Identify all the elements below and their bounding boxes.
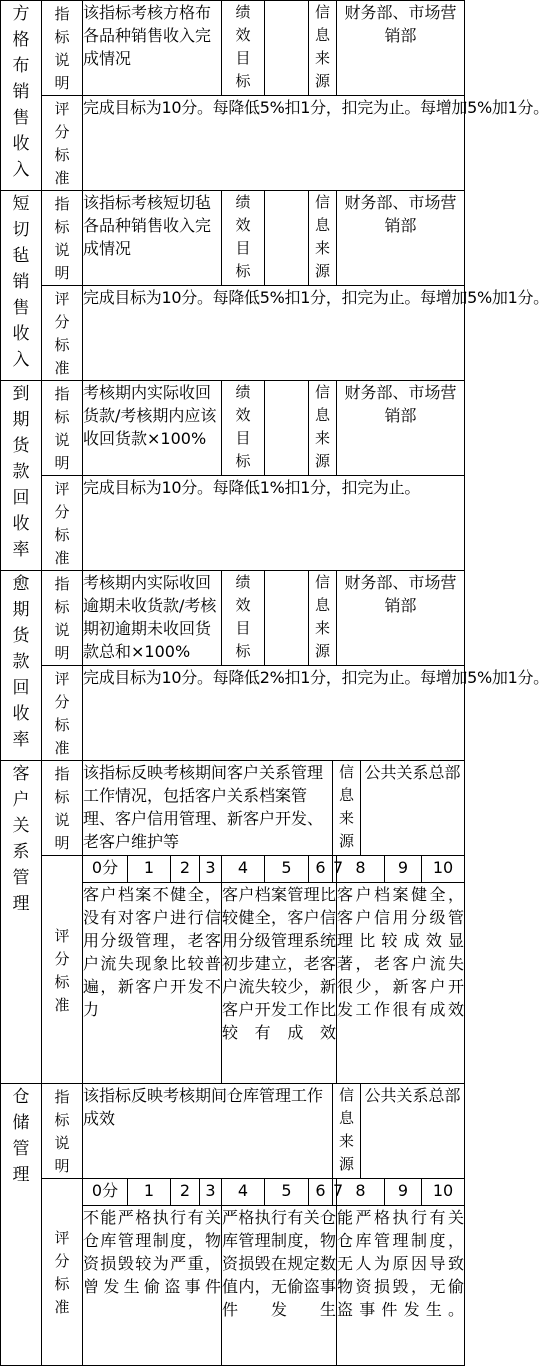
table-row [1,286,465,381]
score-scale-row [1,856,465,883]
indicator-label-cell [42,1,83,96]
source-label: 信息来源 [315,383,331,470]
source-department: 公共关系总部 [361,761,465,856]
source-department: 财务部、市场营销部 [337,571,465,666]
indicator-label: 指标说明 [54,575,70,662]
standard-label-cell [42,1179,83,1366]
indicator-name-cell [1,191,42,381]
source-label-cell [309,571,337,666]
table-row [1,666,465,761]
standard-label: 评分标准 [54,670,70,757]
indicator-name: 到期货款回收率 [12,384,30,560]
source-label-cell [309,191,337,286]
score-cell: 3 [200,856,222,883]
score-cell: 4 [222,1179,265,1206]
indicator-label-cell [42,191,83,286]
score-cell: 4 [222,856,265,883]
score-cell: 0分 [83,1179,128,1206]
indicator-label-cell [42,761,83,856]
table-row [1,761,465,856]
score-cell: 5 [265,1179,309,1206]
blank-cell [265,571,309,666]
indicator-description: 该指标考核方格布各品种销售收入完成情况 [83,1,222,96]
score-cell: 6 [309,856,333,883]
score-cell: 8 [337,1179,385,1206]
score-cell: 1 [128,1179,171,1206]
source-department: 财务部、市场营销部 [337,381,465,476]
standard-label: 评分标准 [54,1229,70,1316]
indicator-description: 该指标反映考核期间仓库管理工作成效 [83,1084,333,1179]
indicator-label-cell [42,1084,83,1179]
standard-label-cell [42,856,83,1084]
indicator-name: 方格布销售收入 [12,4,30,180]
indicator-description: 该指标反映考核期间客户关系管理工作情况，包括客户关系档案管理、客户信用管理、新客户开发、老客户维护等 [83,761,333,856]
indicator-name-cell [1,381,42,571]
table-row [1,571,465,666]
table-row [1,96,465,191]
source-label: 信息来源 [315,573,331,660]
criteria-low: 客户档案不健全，没有对客户进行信用分级管理，老客户流失现象比较普遍，新客户开发不力 [83,883,222,1084]
standard-label: 评分标准 [54,480,70,567]
score-cell: 0分 [83,856,128,883]
standard-label: 评分标准 [54,926,70,1014]
criteria-mid: 严格执行有关仓库管理制度，物资损毁在规定数值内，无偷盗事件发生 [222,1206,337,1366]
effect-label-cell [222,191,265,286]
source-label-cell [309,1,337,96]
blank-cell [265,191,309,286]
standard-label-cell [42,476,83,571]
source-department: 财务部、市场营销部 [337,191,465,286]
table-row [1,191,465,286]
blank-cell [265,381,309,476]
effect-label: 绩效目标 [235,573,251,660]
score-cell: 8 [337,856,385,883]
criteria-high: 能严格执行有关仓库管理制度，无人为原因导致物资损毁，无偷盗事件发生。 [337,1206,465,1366]
table-row [1,1084,465,1179]
source-label-cell [309,381,337,476]
table-row [1,476,465,571]
indicator-name-cell [1,571,42,761]
source-label: 信息来源 [339,1086,355,1173]
source-department: 财务部、市场营销部 [337,1,465,96]
indicator-name-cell [1,1084,42,1366]
blank-cell [265,1,309,96]
indicator-name-cell [1,1,42,191]
standard-label-cell [42,666,83,761]
indicator-label-cell [42,381,83,476]
indicator-description: 该指标考核短切毡各品种销售收入完成情况 [83,191,222,286]
score-cell: 9 [385,1179,422,1206]
indicator-name: 短切毡销售收入 [12,194,30,370]
table-row [1,381,465,476]
indicator-label: 指标说明 [54,765,70,852]
scoring-standard: 完成目标为10分。每降低2%扣1分，扣完为止。每增加5%加1分。 [83,666,465,761]
indicator-description: 考核期内实际收回逾期未收货款/考核期初逾期未收回货款总和×100% [83,571,222,666]
score-cell: 5 [265,856,309,883]
source-label-cell [333,1084,361,1179]
source-department: 公共关系总部 [361,1084,465,1179]
indicator-description: 考核期内实际收回货款/考核期内应该收回货款×100% [83,381,222,476]
source-label: 信息来源 [315,193,331,280]
indicator-name: 愈期货款回收率 [12,574,30,750]
score-scale-row [1,1179,465,1206]
source-label: 信息来源 [339,763,355,850]
table-row [1,1,465,96]
indicator-label: 指标说明 [54,385,70,472]
scoring-standard: 完成目标为10分。每降低5%扣1分，扣完为止。每增加5%加1分。 [83,286,465,381]
indicator-label-cell [42,571,83,666]
scoring-standard: 完成目标为10分。每降低5%扣1分，扣完为止。每增加5%加1分。 [83,96,465,191]
indicator-label: 指标说明 [54,195,70,282]
criteria-mid: 客户档案管理比较健全，客户信用分级管理系统初步建立，老客户流失较少，新客户开发工作比较有成效 [222,883,337,1084]
score-cell: 2 [171,1179,200,1206]
indicator-name-cell [1,761,42,1084]
source-label-cell [333,761,361,856]
score-cell: 7 [333,856,337,883]
standard-label-cell [42,96,83,191]
score-cell: 6 [309,1179,333,1206]
score-cell: 10 [422,856,465,883]
indicator-name: 仓储管理 [12,1087,30,1185]
score-cell: 9 [385,856,422,883]
effect-label: 绩效目标 [235,383,251,470]
standard-label: 评分标准 [54,290,70,377]
score-cell: 10 [422,1179,465,1206]
source-label: 信息来源 [315,3,331,90]
standard-label: 评分标准 [54,100,70,187]
score-cell: 1 [128,856,171,883]
effect-label: 绩效目标 [235,193,251,280]
effect-label: 绩效目标 [235,3,251,90]
indicator-name: 客户关系管理 [12,764,30,914]
criteria-high: 客户档案健全，客户信用分级管理比较成效显著，老客户流失很少，新客户开发工作很有成效 [337,883,465,1084]
score-cell: 7 [333,1179,337,1206]
effect-label-cell [222,571,265,666]
score-cell: 2 [171,856,200,883]
effect-label-cell [222,1,265,96]
criteria-low: 不能严格执行有关仓库管理制度，物资损毁较为严重，曾发生偷盗事件 [83,1206,222,1366]
indicator-label: 指标说明 [54,5,70,92]
standard-label-cell [42,286,83,381]
scoring-standard: 完成目标为10分。每降低1%扣1分，扣完为止。 [83,476,465,571]
indicator-label: 指标说明 [54,1088,70,1175]
effect-label-cell [222,381,265,476]
score-cell: 3 [200,1179,222,1206]
